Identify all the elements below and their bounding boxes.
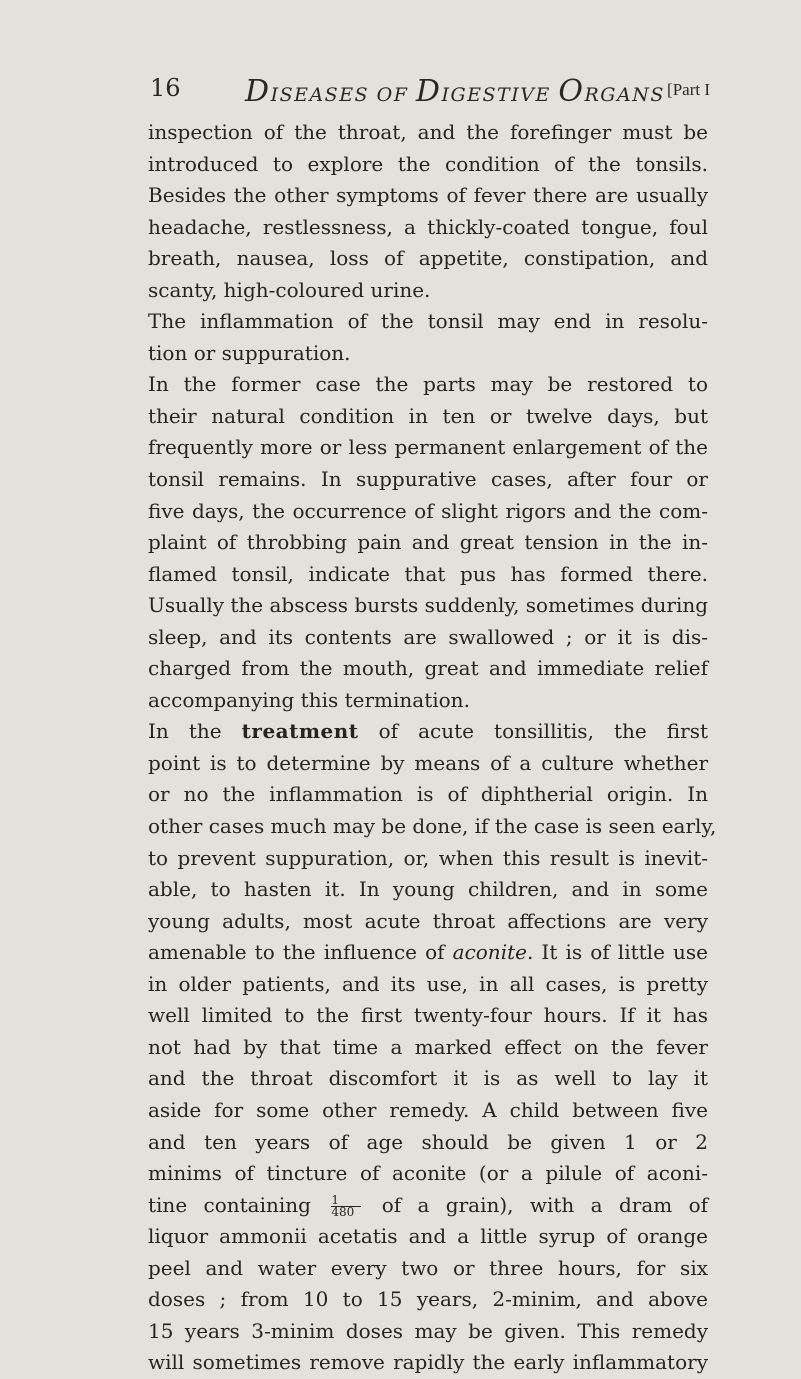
text-line: doses ; from 10 to 15 years, 2-minim, and above: [148, 1287, 708, 1312]
text-line: charged from the mouth, great and immediate relief: [148, 656, 708, 681]
text-line: The inflammation of the tonsil may end in resolu-: [148, 309, 708, 334]
text-line: five days, the occurrence of slight rigors and the com-: [148, 498, 708, 523]
running-header: [150, 74, 710, 110]
fraction-denominator: 480: [331, 1204, 355, 1219]
part-label: [Part I: [667, 80, 710, 99]
text-line: inspection of the throat, and the forefinger must be: [148, 120, 708, 144]
body-text: [148, 117, 717, 1379]
text-line: point is to determine by means of a culture whether: [148, 750, 708, 775]
fraction: [331, 1192, 361, 1219]
text-line: introduced to explore the condition of the tonsils.: [148, 151, 708, 176]
text-line: young adults, most acute throat affections are very: [148, 908, 708, 933]
text-line: in older patients, and its use, in all cases, is pretty: [148, 971, 708, 996]
text-line: headache, restlessness, a thickly-coated tongue, foul: [148, 214, 708, 239]
treatment-line: In the treatment of acute tonsillitis, the first: [148, 719, 709, 744]
text-line: In the former case the parts may be restored to: [148, 372, 708, 397]
text-line: accompanying this termination.: [148, 687, 470, 712]
text-line: 15 years 3-minim doses may be given. This remedy: [148, 1318, 708, 1343]
text-line: tion or suppuration.: [148, 340, 351, 365]
text-line: and ten years of age should be given 1 or 2: [148, 1129, 708, 1154]
text-line: other cases much may be done, if the case is seen early,: [148, 814, 717, 839]
text-line: plaint of throbbing pain and great tension in the in-: [148, 530, 708, 555]
text-line: sleep, and its contents are swallowed ; or it is dis-: [148, 624, 708, 649]
text-line: flamed tonsil, indicate that pus has formed there.: [148, 561, 708, 586]
treatment-term: treatment: [241, 719, 359, 744]
aconite-line: amenable to the influence of aconite. It is of little use: [148, 940, 708, 965]
text-line: Besides the other symptoms of fever there are usually: [148, 183, 708, 208]
running-title: DISEASES OF DIGESTIVE ORGANS: [245, 74, 665, 109]
text-line: to prevent suppuration, or, when this result is inevit-: [148, 845, 708, 870]
text-line: able, to hasten it. In young children, and in some: [148, 877, 708, 902]
text-line: and the throat discomfort it is as well to lay it: [148, 1066, 708, 1091]
text-line: liquor ammonii acetatis and a little syrup of orange: [148, 1224, 708, 1249]
text-line: well limited to the first twenty-four hours. If it has: [148, 1003, 708, 1028]
text-line: their natural condition in ten or twelve days, but: [148, 403, 708, 428]
text-line: minims of tincture of aconite (or a pilule of aconi-: [148, 1161, 708, 1186]
text-line: scanty, high-coloured urine.: [148, 277, 431, 302]
fraction-numerator: 1: [331, 1195, 361, 1207]
text-line: Usually the abscess bursts suddenly, sometimes during: [148, 593, 709, 618]
text-line: aside for some other remedy. A child between five: [148, 1097, 708, 1122]
text-line: tonsil remains. In suppurative cases, after four or: [148, 467, 708, 492]
text-line: breath, nausea, loss of appetite, constipation, and: [148, 246, 708, 271]
page-number: 16: [150, 74, 181, 102]
text-line: frequently more or less permanent enlargement of the: [148, 435, 708, 460]
fraction-line: tine containing $\frac{1}{480}$ of a grain), with a dram of: [148, 1192, 709, 1219]
text-line: not had by that time a marked effect on the fever: [148, 1034, 708, 1059]
text-line: or no the inflammation is of diphtherial origin. In: [148, 782, 708, 807]
aconite-term: aconite: [452, 940, 527, 965]
text-line: peel and water every two or three hours, for six: [148, 1255, 708, 1280]
text-line: will sometimes remove rapidly the early inflammatory: [148, 1350, 708, 1375]
